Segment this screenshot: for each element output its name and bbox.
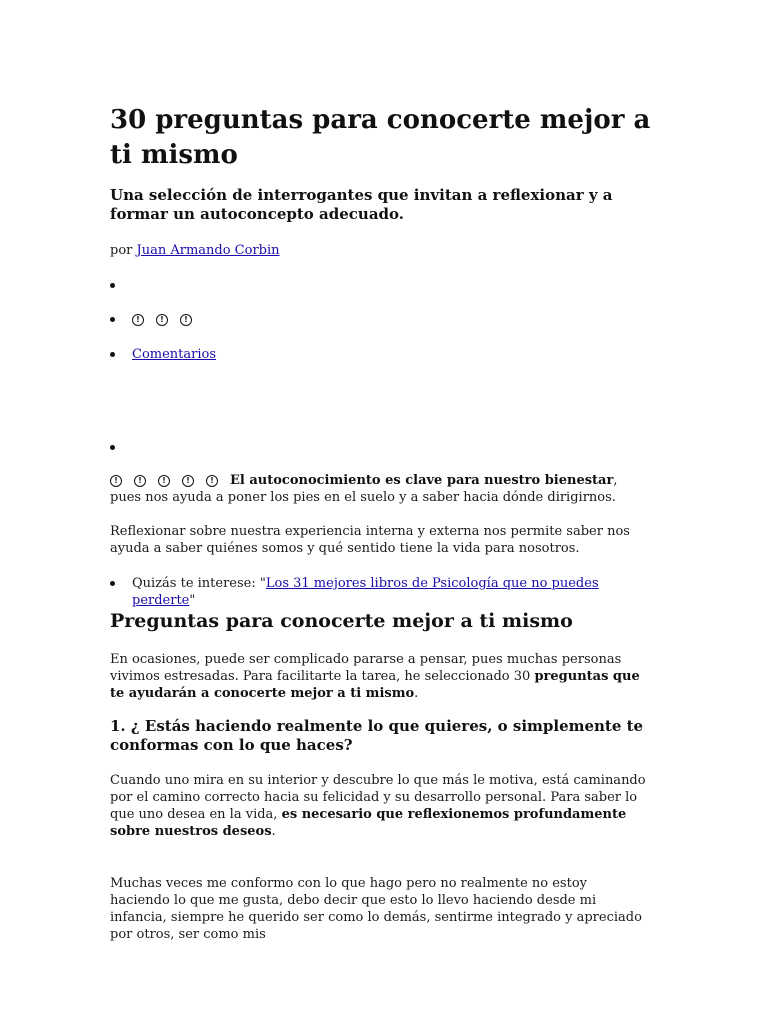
- related-suffix: ": [189, 593, 196, 608]
- intro-paragraph-2: Reflexionar sobre nuestra experiencia interna y externa nos permite saber nos ayuda a saber quiénes somos y qué sentido tiene la vida para nosotros.: [110, 524, 630, 556]
- page-title: 30 preguntas para conocerte mejor a ti mismo: [110, 105, 651, 170]
- share-icon[interactable]: !: [206, 475, 218, 487]
- article-subtitle: Una selección de interrogantes que invitan a reflexionar y a formar un autoconcepto adecuado.: [110, 186, 613, 223]
- question-1-comment: Muchas veces me conformo con lo que hago pero no realmente no estoy haciendo lo que me gusta, debo decir que esto lo llevo haciendo desde mi infancia, siempre he querido ser como lo demás, sentirme integrado y apreciado por otros, ser como mis: [110, 876, 642, 942]
- share-icon[interactable]: !: [158, 475, 170, 487]
- q1-para-end: .: [271, 824, 276, 839]
- section-paragraph: [110, 651, 650, 702]
- section-para-bold: preguntas que te ayudarán a conocerte mejor a ti mismo: [110, 669, 640, 701]
- section-para-start: En ocasiones, puede ser complicado pararse a pensar, pues muchas personas vivimos estresadas. Para facilitarte la tarea, he seleccionado 30: [110, 652, 622, 684]
- share-list-item-comments: [132, 346, 216, 363]
- share-list-item-empty-2: [132, 439, 136, 456]
- share-list-item-icons: [132, 311, 204, 328]
- share-icon[interactable]: !: [182, 475, 194, 487]
- author-link[interactable]: Juan Armando Corbin: [136, 243, 280, 258]
- share-icon[interactable]: !: [156, 314, 168, 326]
- share-list-item-empty: [132, 277, 136, 294]
- share-icon[interactable]: !: [180, 314, 192, 326]
- share-icon[interactable]: !: [132, 314, 144, 326]
- question-1-paragraph: [110, 772, 650, 840]
- intro-lead-rest: , pues nos ayuda a poner los pies en el suelo y a saber hacia dónde dirigirnos.: [110, 473, 618, 505]
- social-icons-row: [110, 472, 230, 489]
- related-article-item: [132, 575, 662, 609]
- comments-link[interactable]: Comentarios: [132, 347, 217, 362]
- related-prefix: Quizás te interese: ": [132, 576, 266, 591]
- related-article-link[interactable]: Los 31 mejores libros de Psicología que no puedes perderte: [132, 576, 599, 608]
- byline: [110, 242, 280, 259]
- share-icon[interactable]: !: [134, 475, 146, 487]
- share-icon[interactable]: !: [110, 475, 122, 487]
- byline-prefix: por: [110, 243, 137, 258]
- question-1-heading: 1. ¿ Estás haciendo realmente lo que quieres, o simplemente te conformas con lo que haces?: [110, 717, 644, 754]
- q1-para-bold: es necesario que reflexionemos profundamente sobre nuestros deseos: [110, 807, 627, 839]
- section-para-end: .: [414, 686, 419, 701]
- intro-lead-bold: El autoconocimiento es clave para nuestro bienestar: [230, 473, 614, 488]
- q1-para-start: Cuando uno mira en su interior y descubre lo que más le motiva, está caminando por el camino correcto hacia su felicidad y su desarrollo personal. Para saber lo que uno desea en la vida,: [110, 773, 646, 822]
- section-heading: Preguntas para conocerte mejor a ti mismo: [110, 610, 573, 632]
- intro-paragraph: [110, 472, 650, 506]
